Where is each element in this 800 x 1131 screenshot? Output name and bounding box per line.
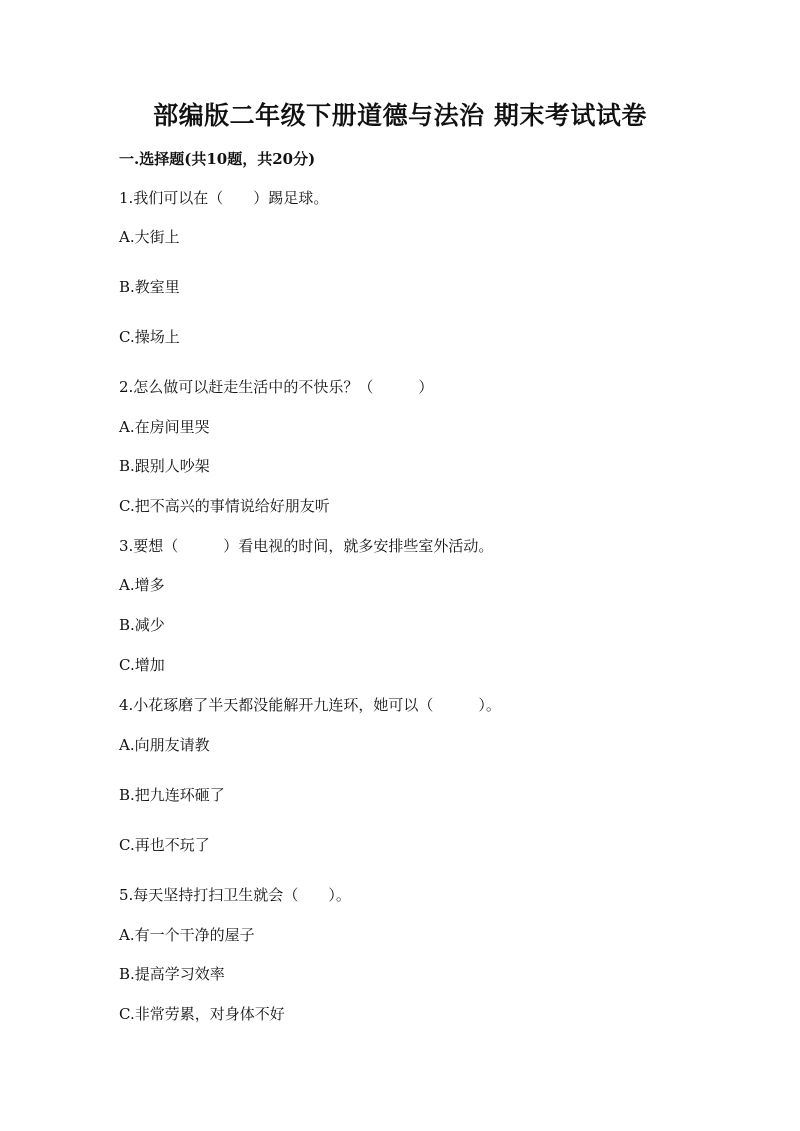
answer-option: B.把九连环砸了 (119, 786, 225, 804)
question-stem: 5.每天坚持打扫卫生就会（ ）。 (119, 886, 351, 904)
answer-option: B.减少 (119, 616, 165, 634)
question-stem: 4.小花琢磨了半天都没能解开九连环，她可以（ ）。 (119, 696, 501, 714)
question-stem: 1.我们可以在（ ）踢足球。 (119, 189, 329, 207)
answer-option: A.大街上 (119, 228, 180, 246)
answer-option: C.非常劳累，对身体不好 (119, 1005, 285, 1023)
question-stem: 2.怎么做可以赶走生活中的不快乐？（ ） (119, 378, 434, 396)
answer-option: B.跟别人吵架 (119, 457, 210, 475)
answer-option: A.在房间里哭 (119, 418, 210, 436)
answer-option: C.把不高兴的事情说给好朋友听 (119, 497, 330, 515)
answer-option: A.向朋友请教 (119, 736, 210, 754)
question-stem: 3.要想（ ）看电视的时间，就多安排些室外活动。 (119, 537, 494, 555)
answer-option: C.再也不玩了 (119, 836, 210, 854)
section-heading: 一.选择题(共10题，共20分) (119, 150, 316, 168)
answer-option: B.提高学习效率 (119, 965, 225, 983)
answer-option: C.操场上 (119, 328, 180, 346)
answer-option: A.增多 (119, 576, 165, 594)
answer-option: C.增加 (119, 656, 165, 674)
answer-option: A.有一个干净的屋子 (119, 926, 255, 944)
answer-option: B.教室里 (119, 278, 180, 296)
exam-title: 部编版二年级下册道德与法治 期末考试试卷 (153, 101, 647, 130)
